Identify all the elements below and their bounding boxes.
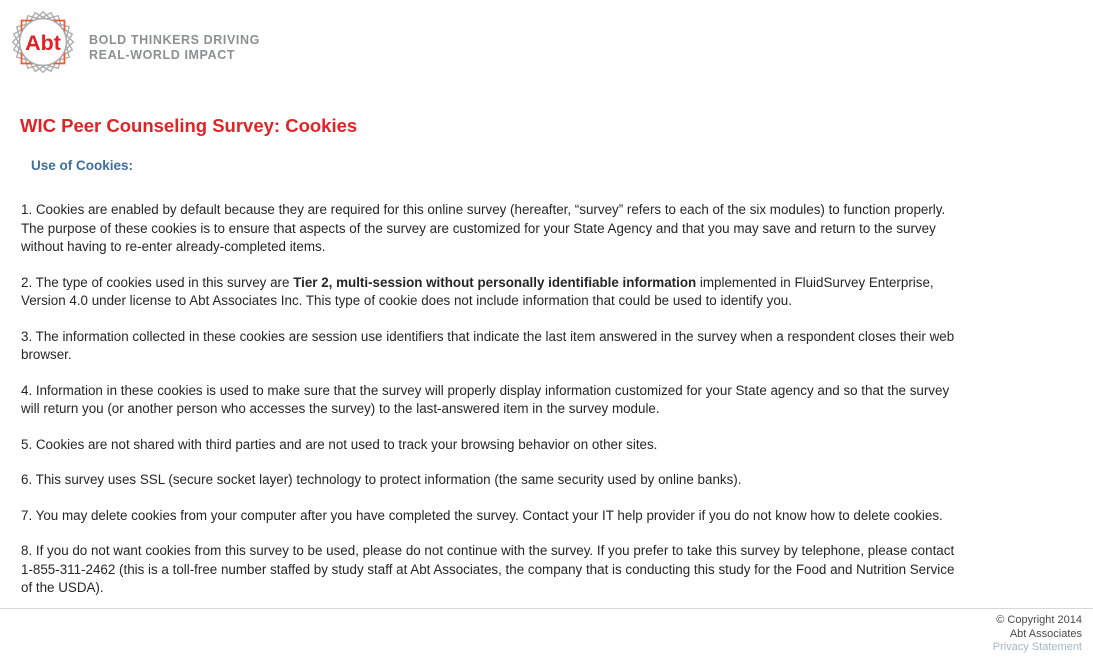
section-heading: Use of Cookies: — [31, 158, 134, 173]
copyright-company: Abt Associates — [1009, 627, 1082, 640]
copyright-year: © Copyright 2014 — [996, 614, 1082, 626]
paragraph-text: 5. Cookies are not shared with third parties and are not used to track your browsing behavior on other sites. — [21, 436, 658, 452]
abt-logo-icon — [6, 5, 80, 79]
paragraph-text: 1. Cookies are enabled by default because they are required for this online survey (hereafter, “survey” refers to each of the six modules) to function properly. The purpose of these cookies is to ensure that aspects of the survey are customized for your State Agency and that you may save and return to the survey without having to re-enter already-completed items. — [21, 202, 946, 254]
cookie-paragraph-8 — [21, 542, 964, 598]
cookie-paragraph-4 — [21, 382, 964, 419]
cookie-paragraph-6 — [21, 471, 964, 490]
paragraph-text: 2. The type of cookies used in this survey are — [21, 274, 294, 290]
paragraph-text: implemented in FluidSurvey Enterprise, Version 4.0 under license to Abt Associates Inc. This type of cookie does not include information that could be used to identify you. — [21, 274, 934, 308]
paragraph-text: 3. The information collected in these cookies are session use identifiers that indicate the last item answered in the survey when a respondent closes their web browser. — [21, 328, 955, 362]
brand-tagline — [89, 33, 260, 63]
page-title: WIC Peer Counseling Survey: Cookies — [20, 115, 358, 136]
brand-tagline-line2: REAL-WORLD IMPACT — [89, 48, 236, 62]
cookie-paragraph-1 — [21, 201, 964, 257]
footer-divider — [0, 608, 1093, 609]
cookie-statement — [21, 201, 964, 598]
cookie-paragraph-3 — [21, 328, 964, 365]
paragraph-text: 7. You may delete cookies from your computer after you have completed the survey. Contact your IT help provider if you do not know how to delete cookies. — [21, 507, 943, 523]
cookie-paragraph-5 — [21, 436, 964, 455]
paragraph-text: 8. If you do not want cookies from this survey to be used, please do not continue with the survey. If you prefer to take this survey by telephone, please contact 1-855-311-2462 (this is a toll-free number staffed by study staff at Abt Associates, the company that is conducting this study for the Food and Nutrition Service of the USDA). — [21, 543, 955, 595]
abt-logo-graphic — [6, 5, 80, 79]
privacy-statement-link[interactable]: Privacy Statement — [992, 641, 1082, 653]
paragraph-text: 6. This survey uses SSL (secure socket layer) technology to protect information (the same security used by online banks). — [21, 472, 742, 487]
paragraph-text: 4. Information in these cookies is used to make sure that the survey will properly display information customized for your State agency and so that the survey will return you (or another person who accesses the survey) to the last-answered item in the survey module. — [21, 382, 950, 416]
footer — [993, 614, 1082, 655]
cookie-paragraph-2 — [21, 274, 964, 311]
cookie-paragraph-7 — [21, 507, 964, 526]
logo-text: Abt — [25, 30, 61, 55]
paragraph-bold-text: Tier 2, multi-session without personally identifiable information — [293, 274, 697, 290]
header — [0, 0, 1093, 79]
brand-tagline-line1: BOLD THINKERS DRIVING — [89, 33, 260, 47]
